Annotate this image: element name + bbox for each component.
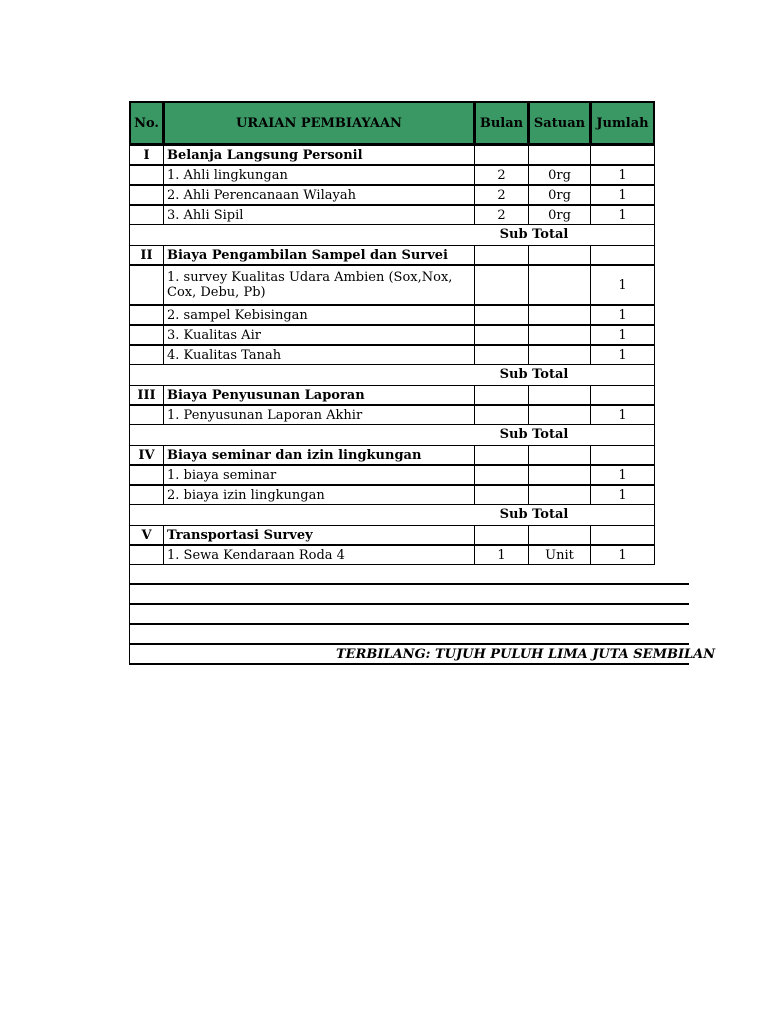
item-description: 3. Ahli Sipil [163,205,475,225]
item-number-cell [129,165,164,185]
item-description: 2. sampel Kebisingan [163,305,475,325]
item-description: 1. survey Kualitas Udara Ambien (Sox,Nox, Cox, Debu, Pb) [163,265,475,305]
section-jumlah-cell [590,445,655,465]
subtotal-row [129,225,655,245]
item-number-cell [129,545,164,565]
subtotal-label: Sub Total [499,427,569,442]
item-bulan: 1 [474,545,529,565]
item-row [129,485,655,505]
section-satuan-cell [528,145,591,165]
item-jumlah: 1 [590,465,655,485]
item-satuan: 0rg [528,185,591,205]
item-satuan [528,485,591,505]
section-title: Biaya Penyusunan Laporan [163,385,475,405]
item-number-cell [129,265,164,305]
item-bulan: 2 [474,205,529,225]
header-no: No. [129,101,164,145]
item-description: 1. Penyusunan Laporan Akhir [163,405,475,425]
section-satuan-cell [528,385,591,405]
item-satuan: 0rg [528,165,591,185]
item-row [129,345,655,365]
item-jumlah: 1 [590,345,655,365]
item-satuan [528,325,591,345]
empty-row [129,605,689,625]
item-bulan [474,265,529,305]
empty-row [129,565,689,585]
item-jumlah: 1 [590,165,655,185]
header-uraian: URAIAN PEMBIAYAAN [163,101,475,145]
item-satuan: 0rg [528,205,591,225]
item-satuan: Unit [528,545,591,565]
item-description: 2. Ahli Perencanaan Wilayah [163,185,475,205]
item-jumlah: 1 [590,325,655,345]
item-jumlah: 1 [590,305,655,325]
item-description: 1. Sewa Kendaraan Roda 4 [163,545,475,565]
item-number-cell [129,305,164,325]
item-satuan [528,465,591,485]
section-number: IV [129,445,164,465]
item-description: 1. Ahli lingkungan [163,165,475,185]
item-jumlah: 1 [590,485,655,505]
subtotal-label: Sub Total [499,227,569,242]
subtotal-row [129,505,655,525]
item-number-cell [129,185,164,205]
item-bulan [474,485,529,505]
item-number-cell [129,405,164,425]
item-number-cell [129,205,164,225]
item-description: 2. biaya izin lingkungan [163,485,475,505]
subtotal-row [129,425,655,445]
item-description: 1. biaya seminar [163,465,475,485]
section-jumlah-cell [590,145,655,165]
item-description: 4. Kualitas Tanah [163,345,475,365]
item-bulan: 2 [474,185,529,205]
item-jumlah: 1 [590,265,655,305]
item-number-cell [129,485,164,505]
item-row [129,465,655,485]
item-satuan [528,405,591,425]
item-jumlah: 1 [590,205,655,225]
item-row [129,405,655,425]
item-bulan [474,305,529,325]
item-bulan: 2 [474,165,529,185]
section-row [129,445,655,465]
section-bulan-cell [474,245,529,265]
item-number-cell [129,325,164,345]
section-number: V [129,525,164,545]
section-satuan-cell [528,245,591,265]
item-row [129,305,655,325]
item-row [129,265,655,305]
section-row [129,145,655,165]
item-row [129,165,655,185]
section-jumlah-cell [590,385,655,405]
section-title: Belanja Langsung Personil [163,145,475,165]
section-title: Biaya Pengambilan Sampel dan Survei [163,245,475,265]
item-satuan [528,265,591,305]
subtotal-label: Sub Total [499,367,569,382]
section-bulan-cell [474,385,529,405]
item-bulan [474,345,529,365]
item-bulan [474,325,529,345]
empty-row [129,625,689,645]
item-row [129,185,655,205]
header-bulan: Bulan [474,101,529,145]
item-satuan [528,345,591,365]
section-row [129,245,655,265]
item-row [129,545,655,565]
item-jumlah: 1 [590,405,655,425]
subtotal-row [129,365,655,385]
terbilang-row [129,644,716,665]
item-bulan [474,465,529,485]
subtotal-label: Sub Total [499,507,569,522]
budget-table [129,101,716,667]
item-description: 3. Kualitas Air [163,325,475,345]
section-satuan-cell [528,445,591,465]
section-jumlah-cell [590,245,655,265]
item-number-cell [129,345,164,365]
section-bulan-cell [474,145,529,165]
terbilang-text: TERBILANG: TUJUH PULUH LIMA JUTA SEMBILAN [336,647,716,662]
item-jumlah: 1 [590,545,655,565]
item-bulan [474,405,529,425]
section-title: Biaya seminar dan izin lingkungan [163,445,475,465]
section-satuan-cell [528,525,591,545]
item-jumlah: 1 [590,185,655,205]
section-row [129,385,655,405]
header-satuan: Satuan [528,101,591,145]
section-jumlah-cell [590,525,655,545]
section-number: II [129,245,164,265]
item-row [129,325,655,345]
item-number-cell [129,465,164,485]
item-satuan [528,305,591,325]
header-row [129,101,655,145]
section-number: III [129,385,164,405]
header-jumlah: Jumlah [590,101,655,145]
section-title: Transportasi Survey [163,525,475,545]
item-row [129,205,655,225]
section-bulan-cell [474,525,529,545]
section-bulan-cell [474,445,529,465]
section-number: I [129,145,164,165]
empty-row [129,585,689,605]
section-row [129,525,655,545]
